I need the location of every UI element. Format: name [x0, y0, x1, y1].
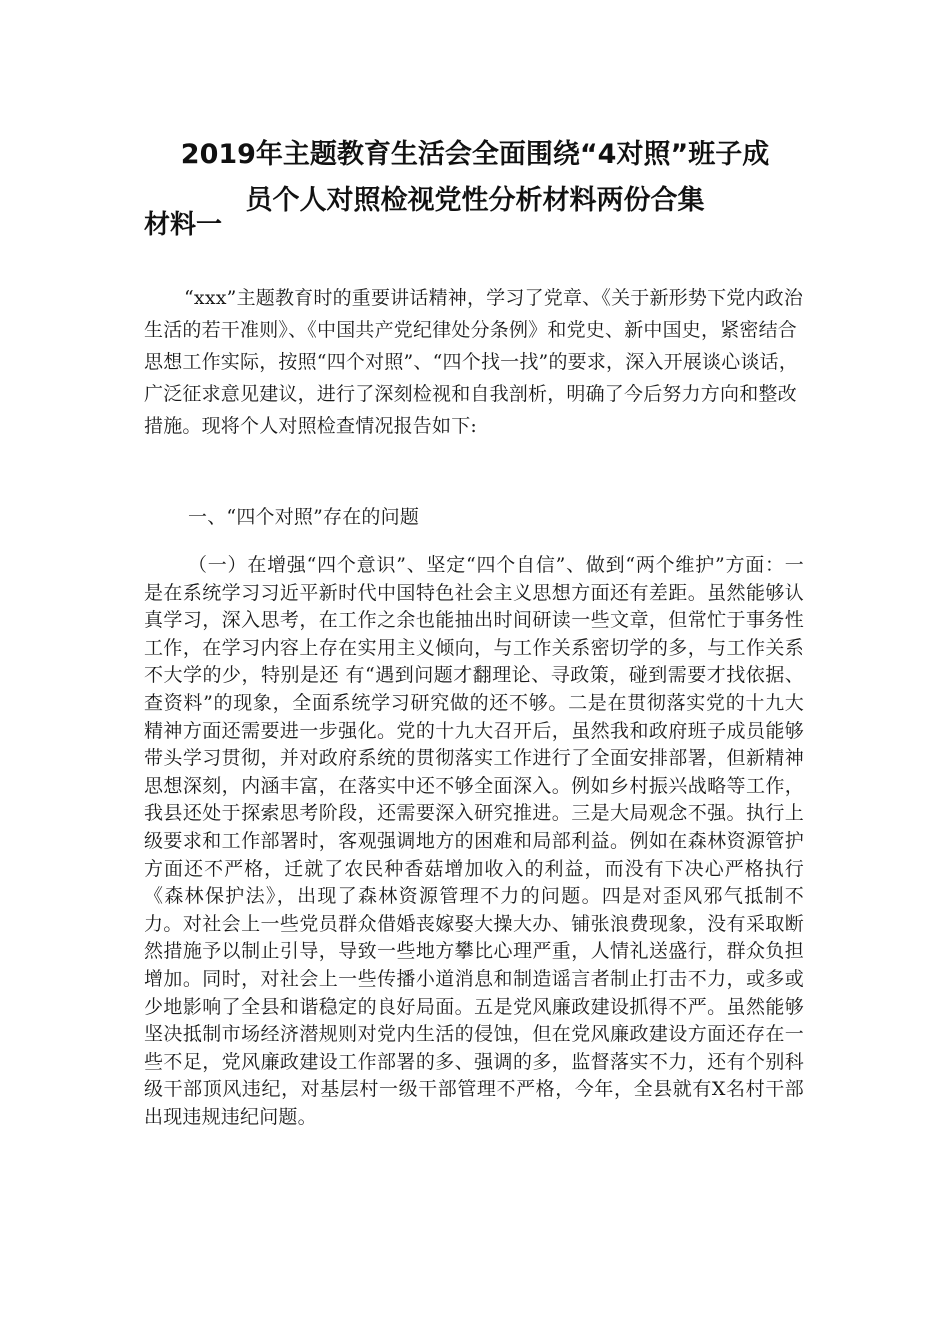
section-heading-material-one: 材料一 [144, 210, 223, 240]
intro-paragraph: “xxx”主题教育时的重要讲话精神，学习了党章、《关于新形势下党内政治生活的若干准则》、《中国共产党纪律处分条例》和党史、新中国史，紧密结合思想工作实际，按照“四个对照”、“四个找一找”的要求，深入开展谈心谈话，广泛征求意见建议，进行了深刻检视和自我剖析，明确了今后努力方向和整改措施。现将个人对照检查情况报告如下: [144, 287, 804, 437]
body-paragraph-problems: （一）在增强“四个意识”、坚定“四个自信”、做到“两个维护”方面：一是在系统学习习近平新时代中国特色社会主义思想方面还有差距。虽然能够认真学习，深入思考，在工作之余也能抽出时间研读一些文章，但常忙于事务性工作，在学习内容上存在实用主义倾向，与工作关系密切学的多，与工作关系不大学的少，特别是还 有“遇到问题才翻理论、寻政策，碰到需要才找依据、查资料”的现象，全面系统学习研究做的还不够。二是在贯彻落实党的十九大精神方面还需要进一步强化。党的十九大召开后，虽然我和政府班子成员能够带头学习贯彻，并对政府系统的贯彻落实工作进行了全面安排部署，但新精神思想深刻，内涵丰富，在落实中还不够全面深入。例如乡村振兴战略等工作，我县还处于探索思考阶段，还需要深入研究推进。三是大局观念不强。执行上级要求和工作部署时，客观强调地方的困难和局部利益。例如在森林资源管护方面还不严格，迁就了农民种香菇增加收入的利益，而没有下决心严格执行《森林保护法》，出现了森林资源管理不力的问题。四是对歪风邪气抵制不力。对社会上一些党员群众借婚丧嫁娶大操大办、铺张浪费现象，没有采取断然措施予以制止引导，导致一些地方攀比心理严重，人情礼送盛行，群众负担增加。同时，对社会上一些传播小道消息和制造谣言者制止打击不力，或多或少地影响了全县和谐稳定的良好局面。五是党风廉政建设抓得不严。虽然能够坚决抵制市场经济潜规则对党内生活的侵蚀，但在党风廉政建设方面还存在一些不足，党风廉政建设工作部署的多、强调的多，监督落实不力，还有个别科级干部顶风违纪，对基层村一级干部管理不严格，今年，全县就有X名村干部出现违规违纪问题。 [144, 554, 804, 1128]
title-line-1: 2019年主题教育生活会全面围绕“4对照”班子成 [180, 139, 770, 170]
heading-four-contrasts: 一、“四个对照”存在的问题 [188, 506, 420, 528]
title-line-2: 员个人对照检视党性分析材料两份合集 [245, 185, 705, 216]
document-title [140, 132, 810, 224]
